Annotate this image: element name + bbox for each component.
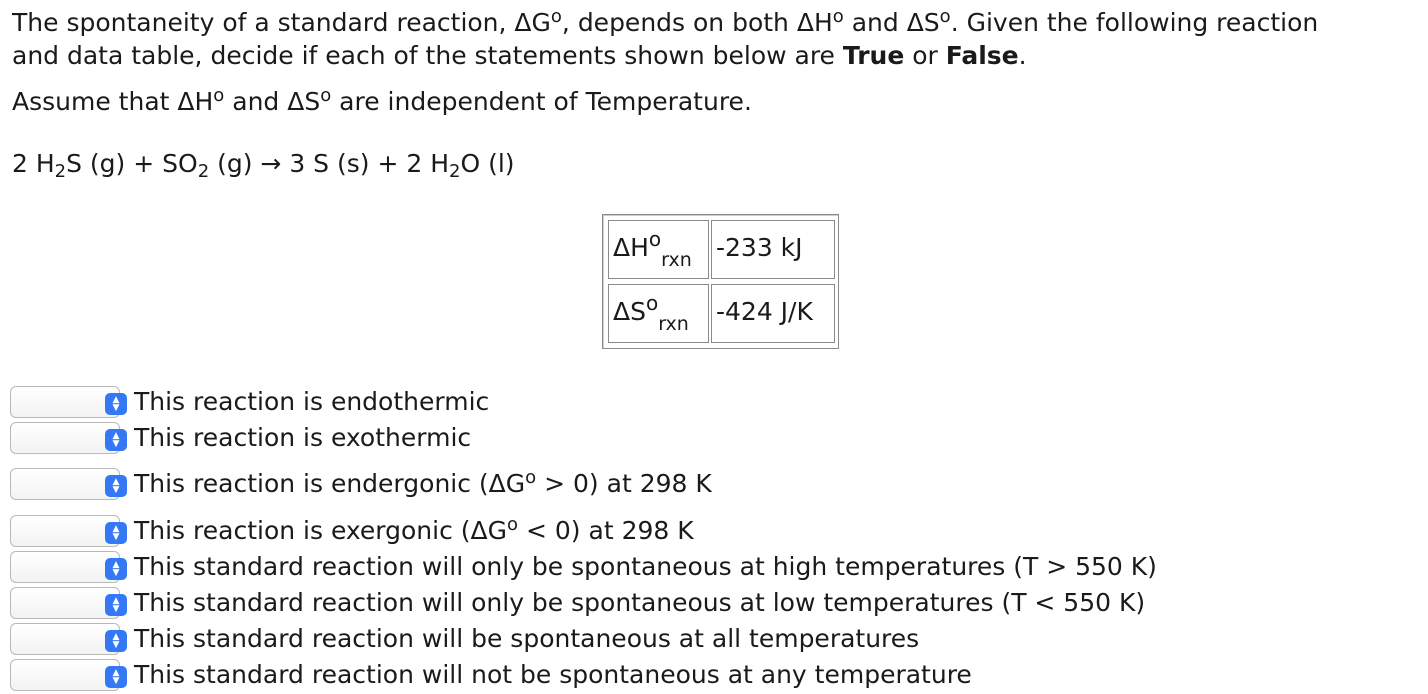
degree-symbol: o [550,6,562,27]
intro-text: , depends on both ΔH [561,8,833,37]
delta-s-header-cell [608,284,709,343]
select-arrows-icon: ▲ ▼ [105,594,127,616]
delta-h-header-cell [608,220,709,279]
intro-text: . Given the following reaction [950,8,1319,37]
rxn-subscript: rxn [661,249,692,271]
delta-s-value-cell [711,284,835,343]
select-arrows-icon: ▲ ▼ [105,630,127,652]
true-keyword: True [842,41,905,70]
equation-text: (g) → 3 S (s) + 2 H [209,149,450,178]
intro-text: . [1018,41,1027,70]
intro-line-1 [12,8,1318,38]
equation-text: 2 H [12,149,55,178]
degree-symbol: o [645,291,659,315]
statement-text: This standard reaction will not be spontaneous at any temperature [134,660,972,689]
statement-text: This reaction is endothermic [134,387,490,416]
reaction-equation [12,149,515,182]
intro-line-2 [12,41,1027,71]
statement-text-part: This reaction is endergonic (ΔG [134,469,526,498]
false-keyword: False [945,41,1019,70]
statement-text: This reaction is exothermic [134,423,472,452]
statement-text: This standard reaction will be spontaneous at all temperatures [134,624,920,653]
assumption-text: Assume that ΔH [12,87,214,116]
subscript: 2 [449,161,461,182]
true-false-select[interactable] [10,386,120,418]
subscript: 2 [197,161,210,182]
true-false-select[interactable] [10,659,120,691]
degree-symbol: o [507,514,519,535]
intro-text: or [904,41,946,70]
select-arrows-icon: ▲ ▼ [105,666,127,688]
delta-h-value: -233 kJ [716,233,803,262]
true-false-select[interactable] [10,551,120,583]
degree-symbol: o [525,467,537,488]
delta-s-value: -424 J/K [716,297,813,326]
true-false-select[interactable] [10,422,120,454]
true-false-select[interactable] [10,515,120,547]
statement-text: This standard reaction will only be spontaneous at high temperatures (T > 550 K) [134,552,1157,581]
degree-symbol: o [648,227,662,251]
true-false-select[interactable] [10,587,120,619]
select-arrows-icon: ▲ ▼ [105,393,127,415]
intro-text: and ΔS [843,8,940,37]
assumption-text: and ΔS [224,87,321,116]
assumption-line [12,87,752,117]
statement-text-part: < 0) at 298 K [518,516,694,545]
statement-text: This standard reaction will only be spontaneous at low temperatures (T < 550 K) [134,588,1146,617]
degree-symbol: o [213,85,225,106]
thermo-data-table [602,214,839,349]
assumption-text: are independent of Temperature. [331,87,752,116]
delta-s-symbol: ΔS [613,297,646,326]
statement-text [134,468,712,500]
statement-text-part: This reaction is exergonic (ΔG [134,516,508,545]
delta-h-value-cell [711,220,835,279]
statement-text-part: > 0) at 298 K [536,469,712,498]
equation-text: O (l) [460,149,515,178]
subscript: 2 [54,161,67,182]
statement-text [134,515,694,547]
degree-symbol: o [320,85,332,106]
degree-symbol: o [832,6,844,27]
select-arrows-icon: ▲ ▼ [105,522,127,544]
intro-text: The spontaneity of a standard reaction, ΔG [12,8,551,37]
true-false-select[interactable] [10,468,120,500]
select-arrows-icon: ▲ ▼ [105,558,127,580]
true-false-select[interactable] [10,623,120,655]
select-arrows-icon: ▲ ▼ [105,429,127,451]
select-arrows-icon: ▲ ▼ [105,475,127,497]
intro-text: and data table, decide if each of the statements shown below are [12,41,843,70]
delta-h-symbol: ΔH [613,233,649,262]
degree-symbol: o [939,6,951,27]
rxn-subscript: rxn [658,313,689,335]
equation-text: S (g) + SO [66,149,198,178]
